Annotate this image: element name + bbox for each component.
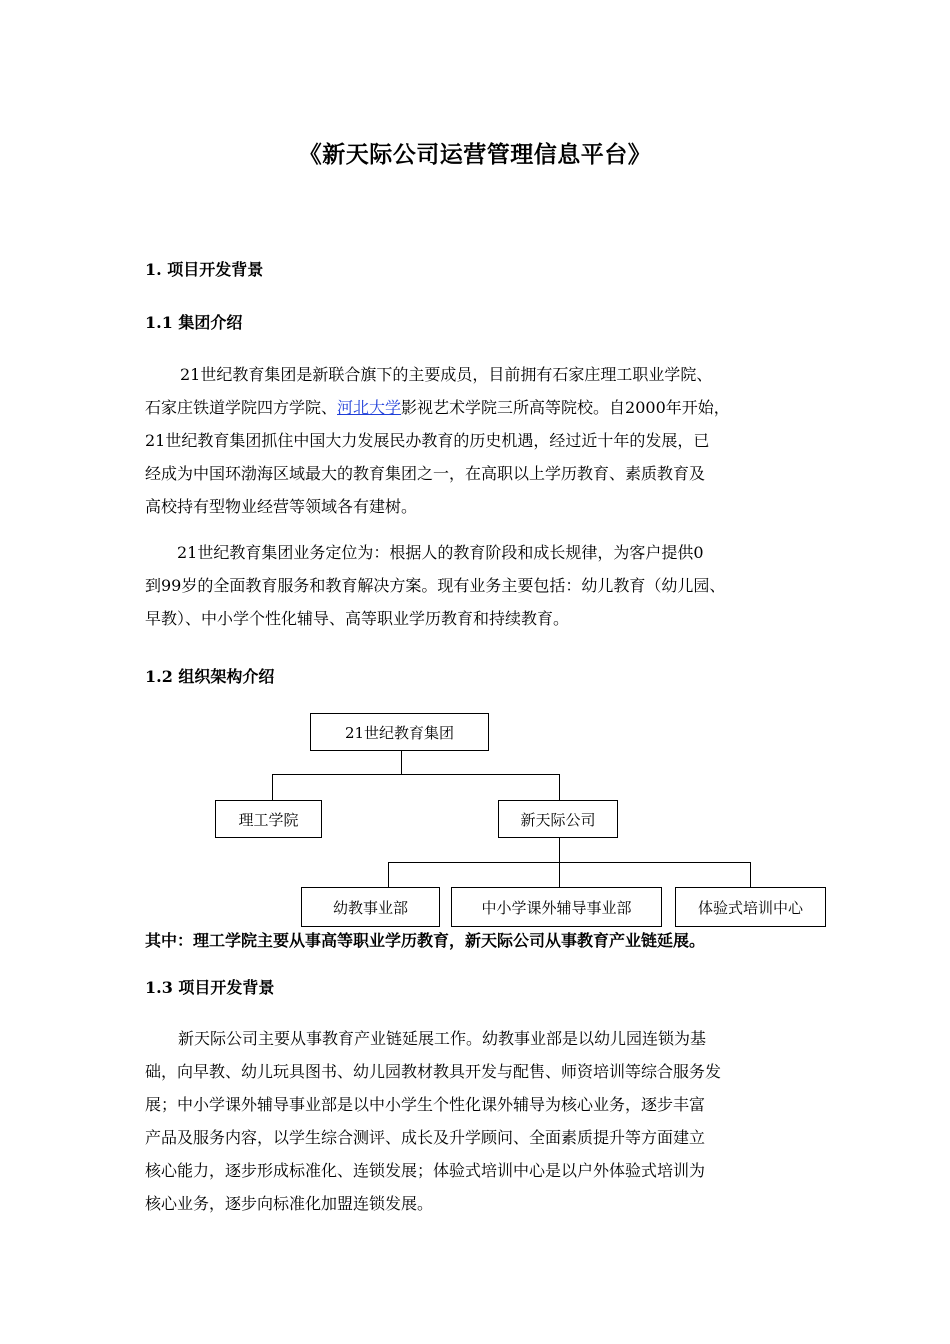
org-connector	[388, 862, 751, 863]
org-connector	[559, 838, 560, 863]
org-connector	[272, 774, 273, 800]
group-intro-paragraph	[145, 358, 815, 523]
section-1-3-heading: 1.3 项目开发背景	[145, 978, 275, 997]
document-title: 《新天际公司运营管理信息平台》	[298, 142, 652, 168]
org-node-training-center: 体验式培训中心	[675, 887, 826, 927]
section-1-heading: 1. 项目开发背景	[145, 260, 264, 279]
text-span: 石家庄铁道学院四方学院、	[145, 398, 338, 417]
section-1-2-heading: 1.2 组织架构介绍	[145, 667, 275, 686]
paragraph-line: 核心业务，逐步向标准化加盟连锁发展。	[145, 1194, 434, 1213]
paragraph-line: 21世纪教育集团是新联合旗下的主要成员，目前拥有石家庄理工职业学院、	[180, 365, 713, 384]
org-node-root: 21世纪教育集团	[310, 713, 489, 751]
org-chart-note: 其中：理工学院主要从事高等职业学历教育，新天际公司从事教育产业链延展。	[145, 931, 706, 950]
paragraph-line: 产品及服务内容，以学生综合测评、成长及升学顾问、全面素质提升等方面建立	[145, 1128, 706, 1147]
paragraph-line: 21世纪教育集团业务定位为：根据人的教育阶段和成长规律，为客户提供0	[177, 543, 704, 562]
org-connector	[559, 862, 560, 887]
paragraph-line: 到99岁的全面教育服务和教育解决方案。现有业务主要包括：幼儿教育（幼儿园、	[145, 576, 726, 595]
paragraph-line: 经成为中国环渤海区域最大的教育集团之一，在高职以上学历教育、素质教育及	[145, 464, 706, 483]
paragraph-line: 高校持有型物业经营等领域各有建树。	[145, 497, 418, 516]
org-node-tutoring-division: 中小学课外辅导事业部	[451, 887, 662, 927]
org-connector	[559, 774, 560, 800]
hebei-university-link[interactable]: 河北大学	[337, 398, 402, 417]
paragraph-line: 展；中小学课外辅导事业部是以中小学生个性化课外辅导为核心业务，逐步丰富	[145, 1095, 706, 1114]
paragraph-line: 21世纪教育集团抓住中国大力发展民办教育的历史机遇，经过近十年的发展，已	[145, 431, 710, 450]
section-1-1-heading: 1.1 集团介绍	[145, 313, 243, 332]
org-connector	[388, 862, 389, 887]
org-connector	[272, 774, 560, 775]
paragraph-line: 早教）、中小学个性化辅导、高等职业学历教育和持续教育。	[145, 609, 570, 628]
org-node-institute: 理工学院	[215, 800, 322, 838]
org-connector	[401, 751, 402, 775]
paragraph-line: 核心能力，逐步形成标准化、连锁发展；体验式培训中心是以户外体验式培训为	[145, 1161, 706, 1180]
business-positioning-paragraph	[145, 536, 815, 635]
paragraph-line: 础，向早教、幼儿玩具图书、幼儿园教材教具开发与配售、师资培训等综合服务发	[145, 1062, 722, 1081]
org-node-company: 新天际公司	[498, 800, 618, 838]
project-background-paragraph	[145, 1022, 815, 1220]
paragraph-line: 新天际公司主要从事教育产业链延展工作。幼教事业部是以幼儿园连锁为基	[178, 1029, 707, 1048]
paragraph-line	[145, 391, 815, 424]
org-node-preschool-division: 幼教事业部	[301, 887, 440, 927]
org-connector	[750, 862, 751, 887]
text-span: 影视艺术学院三所高等院校。自2000年开始，	[401, 398, 730, 417]
